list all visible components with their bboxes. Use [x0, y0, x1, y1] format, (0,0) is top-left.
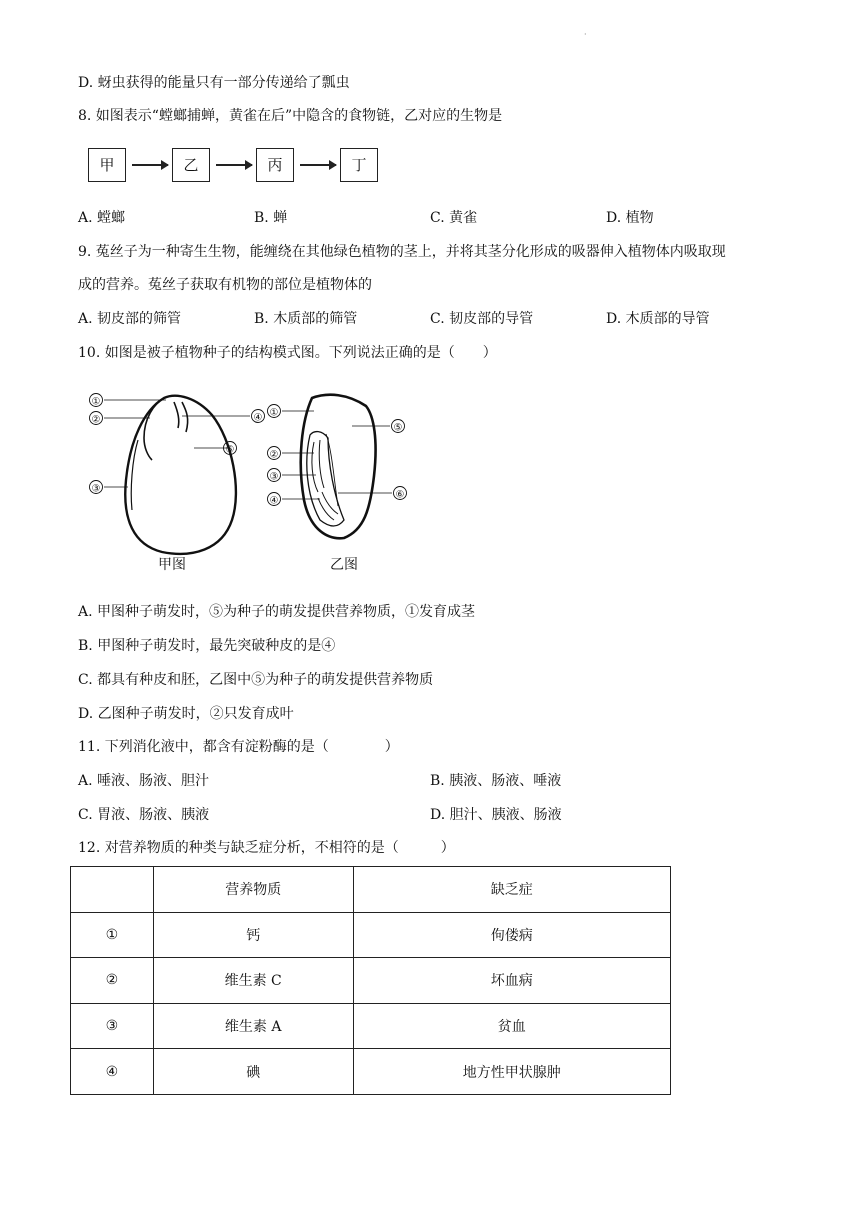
q11-option-d[interactable]: D. 胆汁、胰液、肠液 [430, 807, 562, 823]
q8-option-a[interactable]: A. 螳螂 [78, 210, 126, 226]
chain-arrow [132, 164, 168, 166]
table-cell: 坏血病 [353, 958, 670, 1004]
table-cell: 维生素 A [153, 1003, 353, 1049]
table-cell: 贫血 [353, 1003, 670, 1049]
q9-option-c[interactable]: C. 韧皮部的导管 [430, 311, 534, 327]
q8-option-c[interactable]: C. 黄雀 [430, 210, 478, 226]
q8-stem: 8. 如图表示“螳螂捕蝉，黄雀在后”中隐含的食物链，乙对应的生物是 [78, 108, 503, 124]
q9-stem-line1: 9. 菟丝子为一种寄生生物，能缠绕在其他绿色植物的茎上，并将其茎分化形成的吸器伸入植物体内吸取现 [78, 244, 726, 260]
chain-node-yi: 乙 [172, 148, 210, 182]
yi-label-2: ② [269, 449, 279, 461]
table-row [71, 1003, 671, 1049]
q10-option-a[interactable]: A. 甲图种子萌发时，⑤为种子的萌发提供营养物质，①发育成茎 [78, 604, 476, 620]
table-header-cell: 营养物质 [153, 867, 353, 913]
page-dot: · [584, 30, 587, 39]
q11-stem: 11. 下列消化液中，都含有淀粉酶的是（ ） [78, 739, 399, 755]
table-cell: 地方性甲状腺肿 [353, 1049, 670, 1095]
table-cell: 碘 [153, 1049, 353, 1095]
jia-caption: 甲图 [158, 557, 186, 573]
table-cell: 佝偻病 [353, 912, 670, 958]
yi-label-3: ③ [269, 471, 279, 483]
chain-node-bing: 丙 [256, 148, 294, 182]
table-header-cell [71, 867, 154, 913]
q9-option-a[interactable]: A. 韧皮部的筛管 [78, 311, 182, 327]
yi-caption: 乙图 [330, 557, 358, 573]
chain-node-jia: 甲 [88, 148, 126, 182]
q10-option-d[interactable]: D. 乙图种子萌发时，②只发育成叶 [78, 706, 294, 722]
q10-option-b[interactable]: B. 甲图种子萌发时，最先突破种皮的是④ [78, 638, 336, 654]
seed-structure-figure [82, 380, 422, 580]
jia-label-2: ② [91, 414, 101, 426]
q11-option-a[interactable]: A. 唾液、肠液、胆汁 [78, 773, 210, 789]
q9-option-b[interactable]: B. 木质部的筛管 [254, 311, 358, 327]
q9-stem-line2: 成的营养。菟丝子获取有机物的部位是植物体的 [78, 277, 372, 293]
table-cell: ④ [71, 1049, 154, 1095]
table-row [71, 912, 671, 958]
q11-option-b[interactable]: B. 胰液、肠液、唾液 [430, 773, 562, 789]
yi-label-1: ① [269, 407, 279, 419]
q7-option-d: D. 蚜虫获得的能量只有一部分传递给了瓢虫 [78, 75, 350, 91]
table-cell: ② [71, 958, 154, 1004]
table-cell: 钙 [153, 912, 353, 958]
q10-option-c[interactable]: C. 都具有种皮和胚，乙图中⑤为种子的萌发提供营养物质 [78, 672, 434, 688]
table-row [71, 1049, 671, 1095]
jia-seed [125, 396, 236, 554]
jia-label-4: ④ [253, 412, 263, 424]
food-chain-diagram [88, 148, 388, 188]
q8-option-d[interactable]: D. 植物 [606, 210, 654, 226]
table-header-row [71, 867, 671, 913]
yi-label-6: ⑥ [395, 489, 405, 501]
table-cell: ③ [71, 1003, 154, 1049]
table-row [71, 958, 671, 1004]
table-cell: 维生素 C [153, 958, 353, 1004]
yi-label-4: ④ [269, 495, 279, 507]
yi-embryo [307, 432, 344, 526]
chain-arrow [300, 164, 336, 166]
nutrition-table [70, 866, 671, 1095]
q8-option-b[interactable]: B. 蝉 [254, 210, 288, 226]
table-cell: ① [71, 912, 154, 958]
q10-stem: 10. 如图是被子植物种子的结构模式图。下列说法正确的是（ ） [78, 345, 497, 361]
chain-node-ding: 丁 [340, 148, 378, 182]
seed-diagram [82, 380, 422, 580]
table-header-cell: 缺乏症 [353, 867, 670, 913]
jia-label-1: ① [91, 396, 101, 408]
q11-option-c[interactable]: C. 胃液、肠液、胰液 [78, 807, 210, 823]
jia-label-3: ③ [91, 483, 101, 495]
q12-stem: 12. 对营养物质的种类与缺乏症分析，不相符的是（ ） [78, 840, 455, 856]
jia-label-5: ⑤ [225, 444, 235, 456]
chain-arrow [216, 164, 252, 166]
yi-label-5: ⑤ [393, 422, 403, 434]
q9-option-d[interactable]: D. 木质部的导管 [606, 311, 710, 327]
